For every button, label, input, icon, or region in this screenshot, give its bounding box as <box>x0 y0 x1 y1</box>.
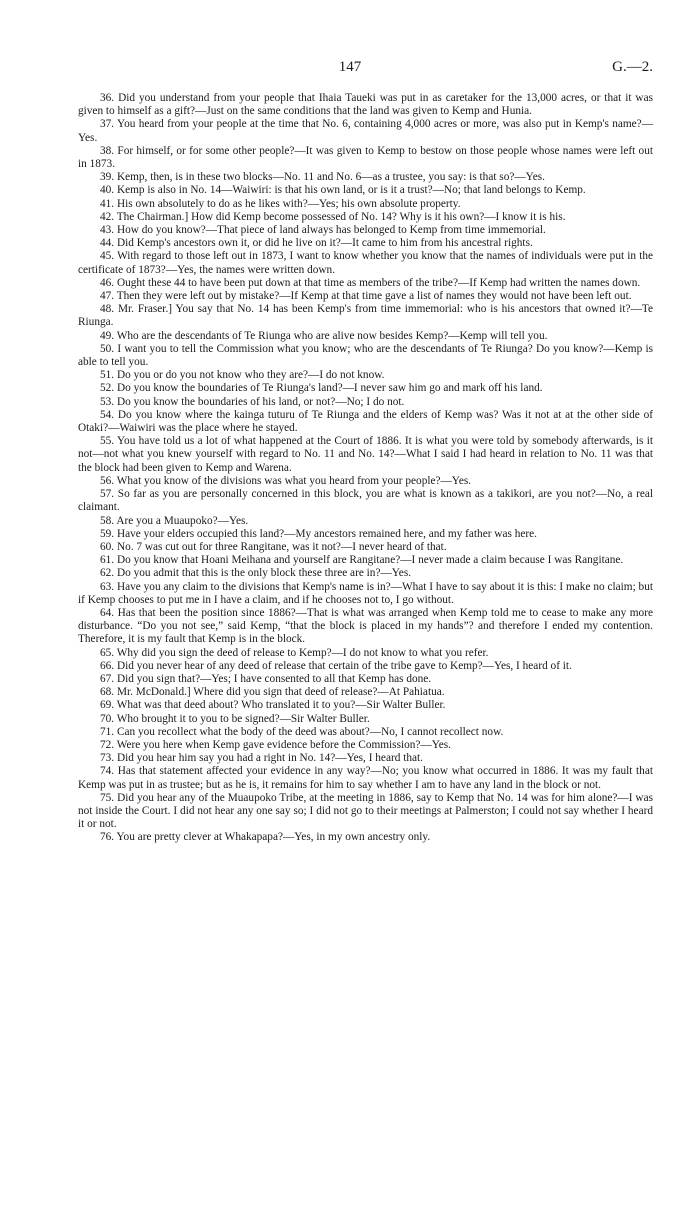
question-paragraph: 56. What you know of the divisions was what you heard from your people?—Yes. <box>100 474 472 487</box>
question-paragraph: 51. Do you or do you not know who they are?—I do not know. <box>100 369 385 382</box>
question-paragraph: 44. Did Kemp's ancestors own it, or did he live on it?—It came to him from his ancestral rights. <box>100 237 533 250</box>
question-paragraph: 75. Did you hear any of the Muaupoko Tribe, at the meeting in 1886, say to Kemp that No. 14 was for him alone?—I was not inside the Court. I did not hear any one say so; I did not go to their meetings at Palmerston; I could not say whether I heard it or not. <box>78 791 653 831</box>
question-paragraph: 61. Do you know that Hoani Meihana and yourself are Rangitane?—I never made a claim because I was Rangitane. <box>100 554 624 567</box>
question-paragraph: 62. Do you admit that this is the only block these three are in?—Yes. <box>100 567 412 580</box>
question-paragraph: 64. Has that been the position since 1886?—That is what was arranged when Kemp told me to cease to make any more disturbance. “Do you not see,” said Kemp, “that the block is placed in my hands”? and therefore I ended my contention. Therefore, it is my fault that Kemp is in the block. <box>78 606 653 646</box>
question-paragraph: 47. Then they were left out by mistake?—If Kemp at that time gave a list of names they would not have been left out. <box>100 290 632 303</box>
question-paragraph: 63. Have you any claim to the divisions that Kemp's name is in?—What I have to say about it is this: I make no claim; but if Kemp chooses to put me in I have a claim, and if he chooses not to, I go without. <box>78 580 653 606</box>
question-paragraph: 73. Did you hear him say you had a right in No. 14?—Yes, I heard that. <box>100 752 423 765</box>
question-paragraph: 59. Have your elders occupied this land?—My ancestors remained here, and my father was here. <box>100 527 537 540</box>
document-reference: G.—2. <box>612 59 653 75</box>
question-paragraph: 65. Why did you sign the deed of release to Kemp?—I do not know to what you refer. <box>100 646 489 659</box>
question-paragraph: 57. So far as you are personally concerned in this block, you are what is known as a takikori, are you not?—No, a real claimant. <box>78 488 653 514</box>
question-paragraph: 39. Kemp, then, is in these two blocks—No. 11 and No. 6—as a trustee, you say: is that so?—Yes. <box>100 171 545 184</box>
question-paragraph: 42. The Chairman.] How did Kemp become possessed of No. 14? Why is it his own?—I know it is his. <box>100 210 566 223</box>
question-paragraph: 58. Are you a Muaupoko?—Yes. <box>100 514 249 527</box>
question-paragraph: 45. With regard to those left out in 1873, I want to know whether you know that the names of individuals were put in the certificate of 1873?—Yes, the names were written down. <box>78 250 653 276</box>
question-paragraph: 37. You heard from your people at the time that No. 6, containing 4,000 acres or more, was also put in Kemp's name?—Yes. <box>78 118 653 144</box>
question-paragraph: 50. I want you to tell the Commission what you know; who are the descendants of Te Riunga? Do you know?—Kemp is able to tell you. <box>78 342 653 369</box>
question-paragraph: 46. Ought these 44 to have been put down at that time as members of the tribe?—If Kemp had written the names down. <box>100 276 641 289</box>
question-paragraph: 68. Mr. McDonald.] Where did you sign that deed of release?—At Pahiatua. <box>100 686 445 699</box>
question-paragraph: 38. For himself, or for some other people?—It was given to Kemp to bestow on those people whose names were left out in 1873. <box>78 144 653 171</box>
question-paragraph: 74. Has that statement affected your evidence in any way?—No; you know what occurred in 1886. It was my fault that Kemp was put in as trustee; but as he is, it remains for him to say whether I am to have any land in the block or not. <box>78 765 653 791</box>
question-paragraph: 55. You have told us a lot of what happened at the Court of 1886. It is what you were told by somebody afterwards, is it not—not what you knew yourself with regard to No. 11 and No. 14?—What I said I had heard in relation to No. 11 was that the block had been given to Kemp and Warena. <box>78 435 653 474</box>
question-paragraph: 54. Do you know where the kainga tuturu of Te Riunga and the elders of Kemp was? Was it not at at the other side of Otaki?—Waiwiri was the place where he stayed. <box>78 408 653 435</box>
question-paragraph: 72. Were you here when Kemp gave evidence before the Commission?—Yes. <box>100 738 451 751</box>
question-paragraph: 52. Do you know the boundaries of Te Riunga's land?—I never saw him go and mark off his land. <box>100 382 543 395</box>
question-paragraph: 69. What was that deed about? Who translated it to you?—Sir Walter Buller. <box>100 699 446 712</box>
question-paragraph: 36. Did you understand from your people that Ihaia Taueki was put in as caretaker for the 13,000 acres, or that it was given to himself as a gift?—Just on the same conditions that the land was given to Kemp and Hunia. <box>78 92 653 118</box>
minutes-of-evidence <box>78 92 653 845</box>
question-paragraph: 43. How do you know?—That piece of land always has belonged to Kemp from time immemorial. <box>100 224 546 237</box>
question-paragraph: 67. Did you sign that?—Yes; I have consented to all that Kemp has done. <box>100 672 432 685</box>
question-paragraph: 48. Mr. Fraser.] You say that No. 14 has been Kemp's from time immemorial: who is his ancestors that owned it?—Te Riunga. <box>78 303 653 329</box>
question-paragraph: 41. His own absolutely to do as he likes with?—Yes; his own absolute property. <box>100 197 461 210</box>
question-paragraph: 76. You are pretty clever at Whakapapa?—Yes, in my own ancestry only. <box>100 831 431 844</box>
question-paragraph: 60. No. 7 was cut out for three Rangitane, was it not?—I never heard of that. <box>100 540 447 553</box>
question-paragraph: 70. Who brought it to you to be signed?—Sir Walter Buller. <box>100 712 370 725</box>
question-paragraph: 66. Did you never hear of any deed of release that certain of the tribe gave to Kemp?—Yes, I heard of it. <box>100 659 572 672</box>
page-number: 147 <box>338 59 362 75</box>
question-paragraph: 71. Can you recollect what the body of the deed was about?—No, I cannot recollect now. <box>100 725 504 738</box>
question-paragraph: 53. Do you know the boundaries of his land, or not?—No; I do not. <box>100 395 405 408</box>
question-paragraph: 40. Kemp is also in No. 14—Waiwiri: is that his own land, or is it a trust?—No; that land belongs to Kemp. <box>100 184 586 197</box>
question-paragraph: 49. Who are the descendants of Te Riunga who are alive now besides Kemp?—Kemp will tell you. <box>100 329 548 342</box>
